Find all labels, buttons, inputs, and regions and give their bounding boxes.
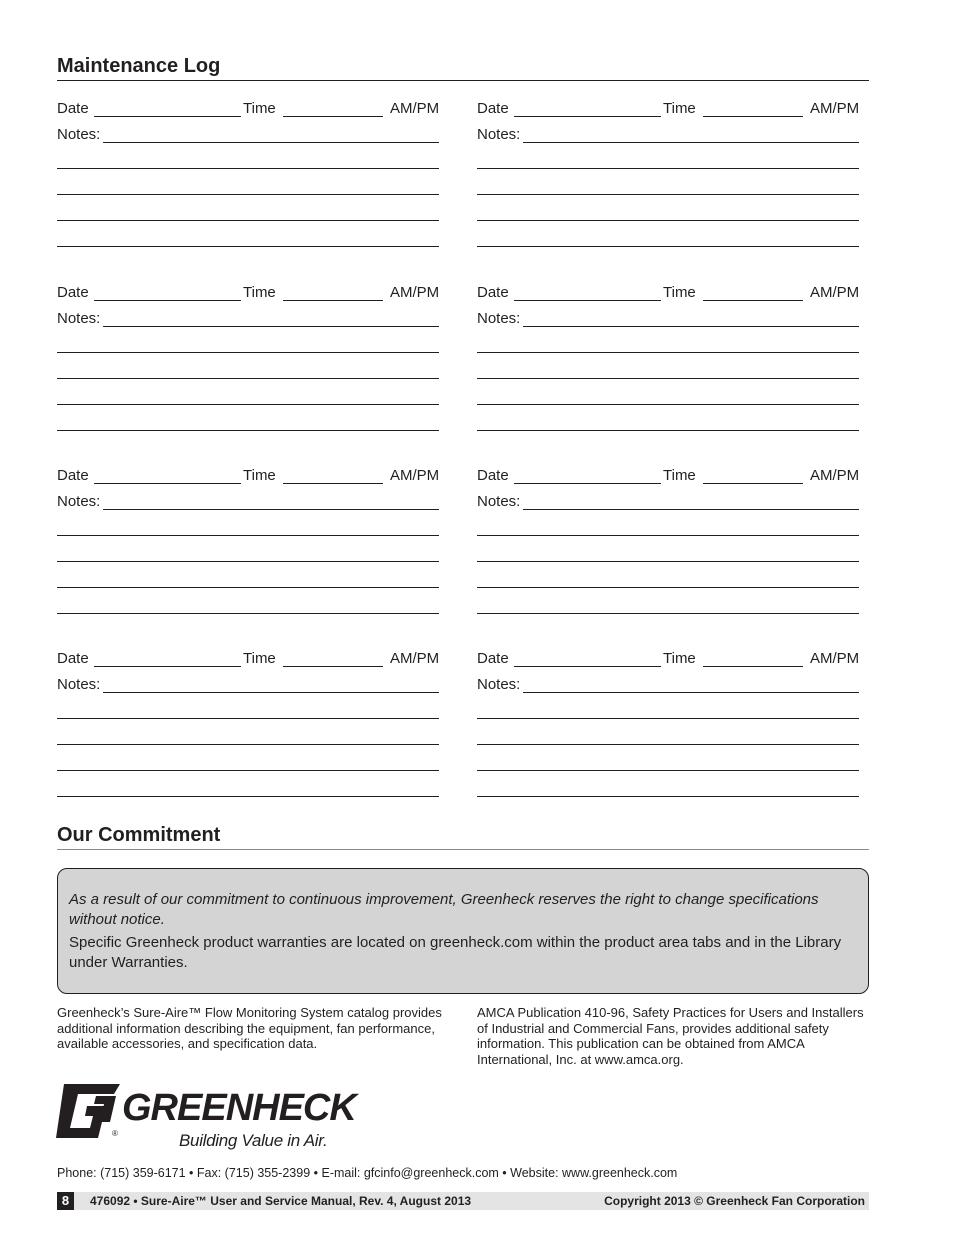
notes-line[interactable]: [57, 718, 439, 719]
notes-label: Notes:: [57, 126, 101, 143]
date-field[interactable]: [94, 483, 241, 484]
section-divider: [57, 80, 869, 81]
notes-line[interactable]: [57, 194, 439, 195]
date-label: Date: [57, 284, 89, 301]
amca-reference: AMCA Publication 410-96, Safety Practices for Users and Installers of Industrial and Commercial Fans, provides additional safety information. This publication can be obtained from AMCA International, Inc. at www.amca.org.: [477, 1005, 864, 1067]
notes-field[interactable]: [103, 692, 439, 693]
registered-mark: ®: [112, 1129, 118, 1138]
ampm-label: AM/PM: [390, 467, 440, 484]
commitment-heading: Our Commitment: [57, 824, 221, 846]
date-field[interactable]: [514, 666, 661, 667]
footer-bar: [57, 1192, 869, 1210]
notes-line[interactable]: [477, 561, 859, 562]
time-field[interactable]: [283, 116, 383, 117]
notes-line[interactable]: [57, 770, 439, 771]
time-field[interactable]: [703, 666, 803, 667]
time-label: Time: [243, 284, 276, 301]
ampm-label: AM/PM: [390, 650, 440, 667]
notes-label: Notes:: [477, 676, 521, 693]
notes-label: Notes:: [57, 493, 101, 510]
ampm-label: AM/PM: [810, 467, 860, 484]
notes-line[interactable]: [57, 168, 439, 169]
date-label: Date: [477, 284, 509, 301]
logo-tagline: Building Value in Air.: [179, 1131, 328, 1150]
notes-line[interactable]: [57, 613, 439, 614]
notes-field[interactable]: [523, 326, 859, 327]
notes-line[interactable]: [477, 168, 859, 169]
notes-line[interactable]: [57, 378, 439, 379]
notes-line[interactable]: [477, 246, 859, 247]
notes-field[interactable]: [103, 509, 439, 510]
notes-field[interactable]: [523, 142, 859, 143]
log-entry: [57, 465, 445, 625]
notes-line[interactable]: [477, 718, 859, 719]
date-field[interactable]: [94, 300, 241, 301]
notes-field[interactable]: [103, 326, 439, 327]
notes-field[interactable]: [103, 142, 439, 143]
catalog-reference: Greenheck’s Sure-Aire™ Flow Monitoring System catalog provides additional information describing the equipment, fan performance, available accessories, and specification data.: [57, 1005, 442, 1051]
notes-label: Notes:: [57, 676, 101, 693]
time-field[interactable]: [703, 483, 803, 484]
copyright: Copyright 2013 © Greenheck Fan Corporation: [604, 1194, 865, 1208]
date-label: Date: [477, 467, 509, 484]
time-field[interactable]: [283, 666, 383, 667]
ampm-label: AM/PM: [810, 650, 860, 667]
notes-line[interactable]: [57, 404, 439, 405]
notes-line[interactable]: [57, 796, 439, 797]
time-label: Time: [243, 100, 276, 117]
notes-line[interactable]: [477, 194, 859, 195]
date-field[interactable]: [514, 300, 661, 301]
log-entry: [477, 282, 865, 442]
time-label: Time: [663, 100, 696, 117]
notes-line[interactable]: [57, 430, 439, 431]
maintenance-log-heading: Maintenance Log: [57, 55, 221, 77]
date-label: Date: [57, 100, 89, 117]
ampm-label: AM/PM: [810, 100, 860, 117]
time-label: Time: [243, 467, 276, 484]
time-field[interactable]: [703, 116, 803, 117]
log-entry: [57, 282, 445, 442]
time-label: Time: [663, 650, 696, 667]
notes-line[interactable]: [477, 587, 859, 588]
notes-label: Notes:: [477, 310, 521, 327]
date-field[interactable]: [94, 666, 241, 667]
date-label: Date: [477, 100, 509, 117]
document-title: 476092 • Sure-Aire™ User and Service Manual, Rev. 4, August 2013: [90, 1194, 472, 1208]
notes-line[interactable]: [477, 770, 859, 771]
notes-line[interactable]: [57, 587, 439, 588]
time-label: Time: [663, 284, 696, 301]
notes-line[interactable]: [477, 430, 859, 431]
notes-line[interactable]: [477, 378, 859, 379]
notes-line[interactable]: [477, 404, 859, 405]
notes-label: Notes:: [57, 310, 101, 327]
notes-line[interactable]: [477, 535, 859, 536]
notes-line[interactable]: [477, 220, 859, 221]
notes-line[interactable]: [57, 352, 439, 353]
ampm-label: AM/PM: [390, 100, 440, 117]
notes-line[interactable]: [57, 220, 439, 221]
commitment-statement: As a result of our commitment to continuous improvement, Greenheck reserves the right to change specifications without notice.: [69, 891, 819, 928]
notes-field[interactable]: [523, 509, 859, 510]
date-field[interactable]: [94, 116, 241, 117]
log-entry: [477, 648, 865, 808]
date-label: Date: [477, 650, 509, 667]
notes-line[interactable]: [477, 352, 859, 353]
warranty-statement: Specific Greenheck product warranties are located on greenheck.com within the product area tabs and in the Library under Warranties.: [69, 934, 842, 971]
time-field[interactable]: [703, 300, 803, 301]
notes-line[interactable]: [57, 744, 439, 745]
section-divider: [57, 849, 869, 850]
time-field[interactable]: [283, 483, 383, 484]
log-entry: [57, 98, 445, 258]
notes-label: Notes:: [477, 493, 521, 510]
notes-label: Notes:: [477, 126, 521, 143]
time-label: Time: [243, 650, 276, 667]
notes-field[interactable]: [523, 692, 859, 693]
ampm-label: AM/PM: [390, 284, 440, 301]
page-number: 8: [57, 1192, 74, 1210]
greenheck-logo-icon: [56, 1084, 120, 1138]
commitment-panel: [57, 868, 869, 994]
notes-line[interactable]: [477, 796, 859, 797]
date-field[interactable]: [514, 116, 661, 117]
contact-info: Phone: (715) 359-6171 • Fax: (715) 355-2399 • E-mail: gfcinfo@greenheck.com • Website: www.greenheck.com: [57, 1166, 678, 1180]
time-field[interactable]: [283, 300, 383, 301]
log-entry: [477, 98, 865, 258]
date-label: Date: [57, 467, 89, 484]
date-label: Date: [57, 650, 89, 667]
notes-line[interactable]: [477, 744, 859, 745]
notes-line[interactable]: [57, 561, 439, 562]
log-entry: [57, 648, 445, 808]
date-field[interactable]: [514, 483, 661, 484]
ampm-label: AM/PM: [810, 284, 860, 301]
notes-line[interactable]: [477, 613, 859, 614]
notes-line[interactable]: [57, 535, 439, 536]
time-label: Time: [663, 467, 696, 484]
logo-wordmark: GREENHECK: [122, 1087, 356, 1129]
notes-line[interactable]: [57, 246, 439, 247]
log-entry: [477, 465, 865, 625]
